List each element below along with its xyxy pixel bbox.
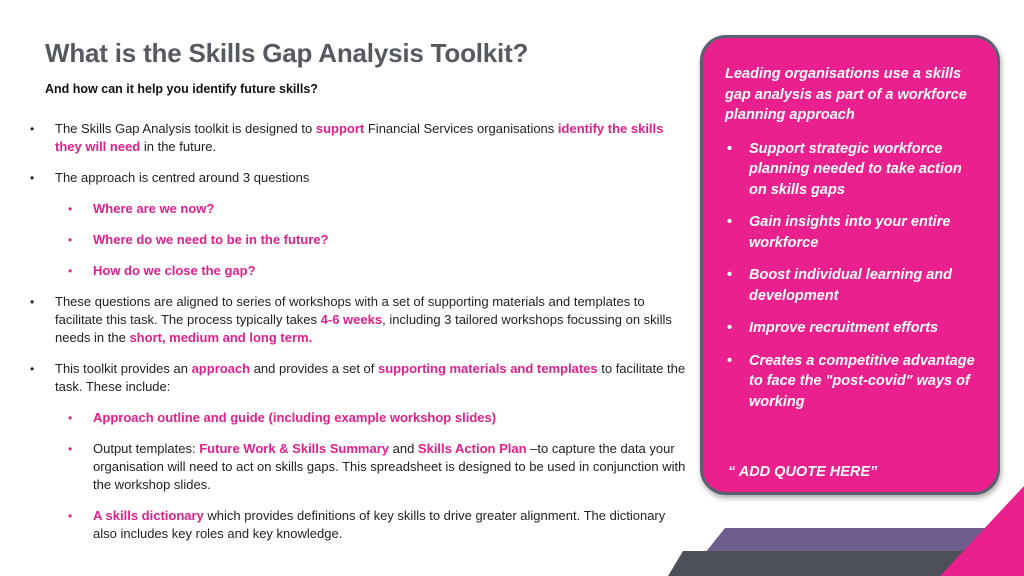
body-text: The Skills Gap Analysis toolkit is designed to [55, 121, 316, 136]
body-text: in the future. [140, 139, 217, 154]
highlight-text: Skills Action Plan [417, 441, 527, 456]
bullet-icon: • [727, 320, 733, 336]
bullet-icon: • [727, 267, 733, 283]
highlight-text: identify the skills they will need [55, 121, 664, 154]
highlight-text: support [315, 121, 365, 136]
bullet-icon: • [68, 202, 73, 216]
highlight-text: Future Work & Skills Summary [199, 441, 389, 456]
highlight-text: A skills dictionary [93, 508, 204, 523]
highlight-text: Approach outline and guide (including example workshop slides) [93, 410, 497, 425]
highlight-text: Where do we need to be in the future? [93, 232, 329, 247]
panel-intro: Leading organisations use a skills gap analysis as part of a workforce planning approach [725, 66, 967, 123]
bullet-icon: • [68, 442, 73, 456]
highlight-text: supporting materials and templates [378, 361, 598, 376]
panel-benefit-text: Improve recruitment efforts [749, 320, 939, 336]
bullet-icon: • [727, 140, 733, 157]
quote-placeholder: “ ADD QUOTE HERE” [728, 464, 878, 480]
panel-benefit-text: Gain insights into your entire workforce [749, 214, 951, 251]
bullet-icon: • [727, 214, 733, 230]
panel-benefit-text: Creates a competitive advantage to face the "post-covid" ways of working [749, 352, 975, 410]
body-text: Financial Services organisations [364, 121, 558, 136]
bullet-icon: • [68, 411, 73, 425]
bullet-icon: • [727, 352, 733, 369]
highlight-text: 4-6 weeks [320, 312, 383, 327]
highlight-text: short, medium and long term. [129, 330, 313, 345]
body-text: These questions are aligned to series of workshops with a set of supporting materials and templates to facilitate this task. The process typically takes [55, 294, 645, 327]
bullet-icon: • [30, 295, 35, 309]
body-text: and provides a set of [250, 361, 379, 376]
highlight-text: How do we close the gap? [93, 263, 256, 278]
bullet-icon: • [68, 233, 73, 247]
body-text: , including 3 tailored workshops focussing on skills needs in the [55, 312, 672, 345]
body-text: to facilitate the task. These include: [55, 361, 686, 394]
panel-benefit-text: Boost individual learning and development [749, 267, 953, 304]
body-text: which provides definitions of key skills to drive greater alignment. The dictionary also includes key roles and key knowledge. [93, 508, 666, 541]
body-text: The approach is centred around 3 questions [55, 170, 310, 185]
bullet-icon: • [68, 509, 73, 523]
bullet-icon: • [68, 264, 73, 278]
page-title: What is the Skills Gap Analysis Toolkit? [45, 38, 529, 68]
highlight-text: Where are we now? [93, 201, 215, 216]
bullet-icon: • [30, 171, 35, 185]
body-text: This toolkit provides an [55, 361, 192, 376]
bullet-icon: • [30, 362, 35, 376]
body-text: –to capture the data your organisation will need to act on skills gaps. This spreadsheet is designed to be used in conjunction with the workshop slides. [93, 441, 686, 492]
body-text: Output templates: [93, 441, 200, 456]
page-subtitle: And how can it help you identify future skills? [45, 82, 318, 96]
highlight-text: approach [191, 361, 251, 376]
bullet-icon: • [30, 122, 35, 136]
body-text: and [389, 441, 418, 456]
panel-benefit-text: Support strategic workforce planning needed to take action on skills gaps [749, 140, 962, 198]
